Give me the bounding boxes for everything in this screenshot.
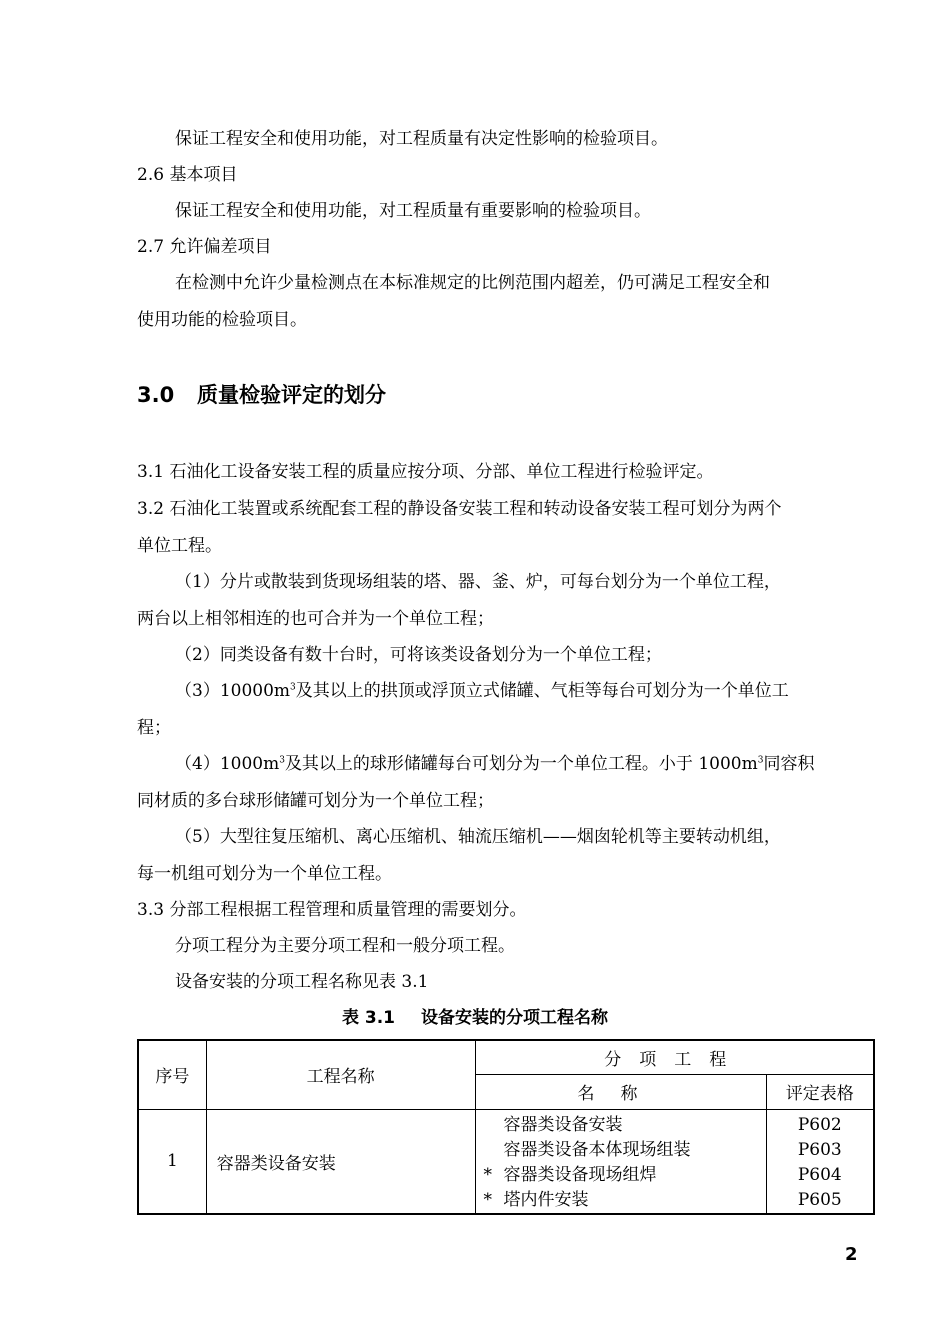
list-item: 容器类设备安装 [503,1114,623,1135]
header-no: 序号 [138,1040,206,1109]
table-header-row-1 [138,1040,874,1074]
subheading-2-6: 2.6 基本项目 [137,165,238,185]
form-code: P605 [797,1189,842,1210]
table-caption-number: 表 3.1 [341,1008,396,1028]
header-item-name: 名称 [475,1074,766,1109]
form-code: P603 [797,1139,842,1160]
row-name: 容器类设备安装 [206,1109,475,1214]
item-2: （2）同类设备有数十台时，可将该类设备划分为一个单位工程； [175,645,662,665]
section-heading [137,381,386,409]
clause-3-3: 3.3 分部工程根据工程管理和质量管理的需要划分。 [137,900,527,920]
paragraph-tolerance-desc-line1: 在检测中允许少量检测点在本标准规定的比例范围内超差，仍可满足工程安全和 [175,273,770,293]
list-item: 容器类设备本体现场组装 [503,1139,691,1160]
form-code: P602 [797,1114,842,1135]
item-3-line1: $(3)10000m^3$及其以上的拱顶或浮顶立式储罐、气柜等每台可划分为一个单位工 [175,681,789,701]
item-4-line1: $(4)1000m^3$及其以上的球形储罐每台可划分为一个单位工程。小于 $1000m^3$同容积 [175,754,815,774]
clause-3-2-line1: 3.2 石油化工装置或系统配套工程的静设备安装工程和转动设备安装工程可划分为两个 [137,499,782,519]
subdivision-table [137,1039,875,1215]
form-code: P604 [797,1164,842,1185]
item-1-line2: 两台以上相邻相连的也可合并为一个单位工程； [137,609,494,629]
table-caption-title: 设备安装的分项工程名称 [421,1008,609,1028]
row-forms-cell [766,1109,874,1214]
table-caption [0,1006,950,1030]
section-number: 3.0 [137,383,175,407]
table-reference: 设备安装的分项工程名称见表 3.1 [175,972,429,992]
item-1-line1: （1）分片或散装到货现场组装的塔、器、釜、炉，可每台划分为一个单位工程， [175,572,781,592]
paragraph-basic-items-desc: 保证工程安全和使用功能，对工程质量有重要影响的检验项目。 [175,201,651,221]
row-items-cell [475,1109,766,1214]
page-number: 2 [845,1244,858,1265]
paragraph-main-items-desc: 保证工程安全和使用功能，对工程质量有决定性影响的检验项目。 [175,129,668,149]
paragraph-tolerance-desc-line2: 使用功能的检验项目。 [137,310,307,330]
table-row [138,1109,874,1214]
header-name: 工程名称 [206,1040,475,1109]
section-title: 质量检验评定的划分 [197,383,386,407]
list-item: * 容器类设备现场组焊 [483,1164,657,1185]
item-5-line1: （5）大型往复压缩机、离心压缩机、轴流压缩机——烟囱轮机等主要转动机组， [175,827,781,847]
row-no: 1 [138,1109,206,1214]
clause-3-3-sub: 分项工程分为主要分项工程和一般分项工程。 [175,936,515,956]
item-5-line2: 每一机组可划分为一个单位工程。 [137,864,392,884]
subheading-2-7: 2.7 允许偏差项目 [137,237,272,257]
clause-3-2-line2: 单位工程。 [137,536,222,556]
header-form: 评定表格 [766,1074,874,1109]
list-item: * 塔内件安装 [483,1189,589,1210]
header-sub-project: 分项工程 [475,1040,874,1074]
clause-3-1: 3.1 石油化工设备安装工程的质量应按分项、分部、单位工程进行检验评定。 [137,462,714,482]
item-4-line2: 同材质的多台球形储罐可划分为一个单位工程； [137,791,494,811]
item-3-line2: 程； [137,718,171,738]
